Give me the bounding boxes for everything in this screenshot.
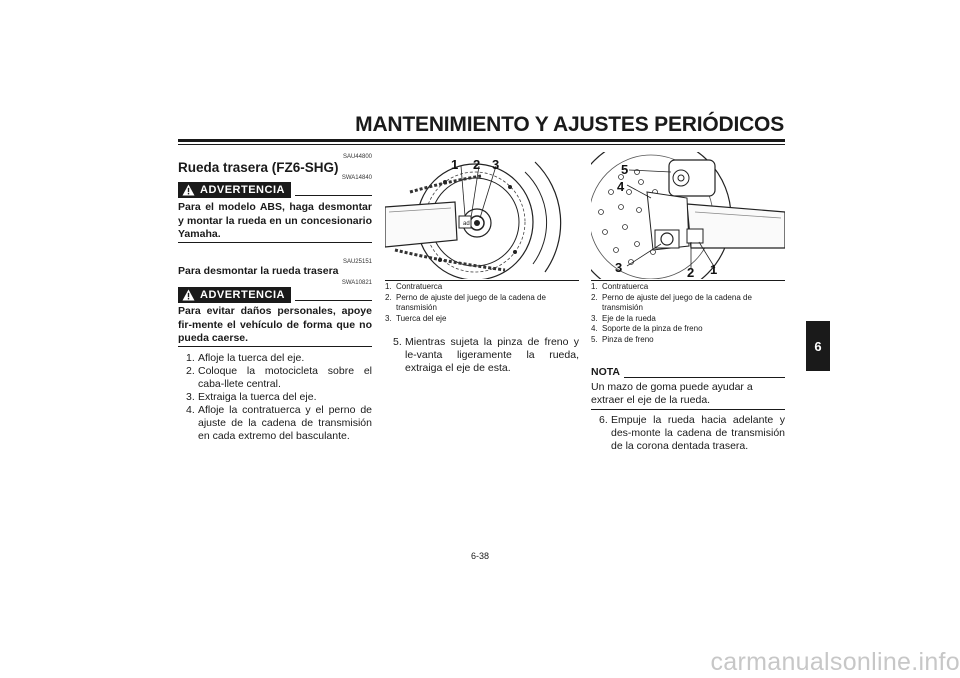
figure-label: 2 <box>473 157 481 172</box>
step-number: 4. <box>186 404 195 416</box>
list-item <box>186 352 372 365</box>
caption-item <box>591 335 785 346</box>
warning-header <box>178 182 372 198</box>
figure-rule <box>385 280 579 281</box>
step-number: 5. <box>393 336 402 348</box>
caption-number: 5. <box>591 334 598 344</box>
step-number: 3. <box>186 391 195 403</box>
page-number: 6-38 <box>470 551 489 561</box>
caption-text: Contratuerca <box>396 282 443 291</box>
warning-code-2: SWA10821 <box>341 280 372 286</box>
subsection-code: SAU25151 <box>342 259 372 265</box>
figure-label: 5 <box>621 162 629 177</box>
step-text: Coloque la motocicleta sobre el caba-llete central. <box>198 365 372 390</box>
caption-text: Pinza de freno <box>602 334 654 344</box>
warning-end-rule-2 <box>178 346 372 347</box>
caption-number: 3. <box>591 313 598 323</box>
figure-rule-2 <box>591 280 785 281</box>
warning-badge <box>178 182 291 198</box>
step-number: 6. <box>599 414 608 426</box>
step-text: Afloje la contratuerca y el perno de ajuste de la cadena de transmisión en cada extremo del basculante. <box>198 404 372 442</box>
caption-item <box>591 293 785 314</box>
chapter-tab: 6 <box>806 321 830 371</box>
warning-end-rule <box>178 242 372 243</box>
steps-list-left <box>186 352 372 443</box>
list-item <box>186 404 372 443</box>
list-item <box>186 391 372 404</box>
step-text: Empuje la rueda hacia adelante y des-monte la cadena de transmisión de la corona dentada trasera. <box>611 414 785 452</box>
rear-wheel-chain-figure <box>385 152 579 279</box>
warning-label: ADVERTENCIA <box>200 184 285 196</box>
svg-text:ad: ad <box>463 221 470 227</box>
step-text: Afloje la tuerca del eje. <box>198 352 305 364</box>
figure-label: 3 <box>492 157 500 172</box>
caption-text: Tuerca del eje <box>396 313 447 323</box>
nota-label: NOTA <box>591 366 620 378</box>
warning-badge-2 <box>178 287 291 303</box>
nota-line <box>624 377 785 378</box>
nota-end-rule <box>591 409 785 410</box>
nota-text: Un mazo de goma puede ayudar a extraer el eje de la rueda. <box>591 381 753 406</box>
caption-item <box>591 314 785 325</box>
caption-item <box>385 293 579 314</box>
steps-list-right <box>599 414 785 453</box>
caption-text: Soporte de la pinza de freno <box>602 324 703 333</box>
figure-label: 1 <box>710 262 718 277</box>
figure-captions-middle <box>385 282 579 324</box>
warning-triangle-icon <box>182 289 195 301</box>
step-number: 1. <box>186 352 195 364</box>
header-rule-thin <box>178 144 785 145</box>
caption-number: 2. <box>591 292 598 302</box>
warning-text-2: Para evitar daños personales, apoye fir-mente el vehículo de forma que no pueda caerse. <box>178 305 372 344</box>
figure-label: 2 <box>687 265 695 279</box>
caption-number: 1. <box>385 282 392 291</box>
warning-line <box>295 195 372 196</box>
watermark: carmanualsonline.info <box>710 648 960 676</box>
warning-header-2 <box>178 287 372 303</box>
caption-text: Perno de ajuste del juego de la cadena de transmisión <box>396 292 546 312</box>
section-title: Rueda trasera (FZ6-SHG) <box>178 160 339 175</box>
step-number: 2. <box>186 365 195 377</box>
brake-caliper-axle-figure <box>591 152 785 279</box>
page-header-title: MANTENIMIENTO Y AJUSTES PERIÓDICOS <box>355 113 784 136</box>
figure-label: 1 <box>451 157 459 172</box>
list-item <box>186 365 372 391</box>
caption-item <box>591 282 785 293</box>
warning-triangle-icon <box>182 184 195 196</box>
caption-item <box>385 314 579 325</box>
step-text: Mientras sujeta la pinza de freno y le-vanta ligeramente la rueda, extraiga el eje de esta. <box>405 336 579 374</box>
list-item <box>599 414 785 453</box>
caption-number: 1. <box>591 282 598 291</box>
nota-header <box>591 366 785 378</box>
steps-list-middle <box>393 336 579 375</box>
figure-captions-right <box>591 282 785 345</box>
caption-number: 4. <box>591 324 598 333</box>
list-item <box>393 336 579 375</box>
step-text: Extraiga la tuerca del eje. <box>198 391 317 403</box>
header-rule <box>178 139 785 142</box>
warning-code: SWA14840 <box>341 175 372 181</box>
caption-item <box>591 324 785 335</box>
caption-text: Eje de la rueda <box>602 313 656 323</box>
figure-label: 4 <box>617 179 625 194</box>
caption-text: Contratuerca <box>602 282 649 291</box>
caption-item <box>385 282 579 293</box>
warning-line-2 <box>295 300 372 301</box>
caption-text: Perno de ajuste del juego de la cadena de transmisión <box>602 292 752 312</box>
caption-number: 2. <box>385 292 392 302</box>
caption-number: 3. <box>385 313 392 323</box>
figure-label: 3 <box>615 260 623 275</box>
warning-text: Para el modelo ABS, haga desmontar y montar la rueda en un concesionario Yamaha. <box>178 201 372 240</box>
warning-label-2: ADVERTENCIA <box>200 289 285 301</box>
subsection-title: Para desmontar la rueda trasera <box>178 265 339 277</box>
section-code: SAU44800 <box>342 154 372 160</box>
